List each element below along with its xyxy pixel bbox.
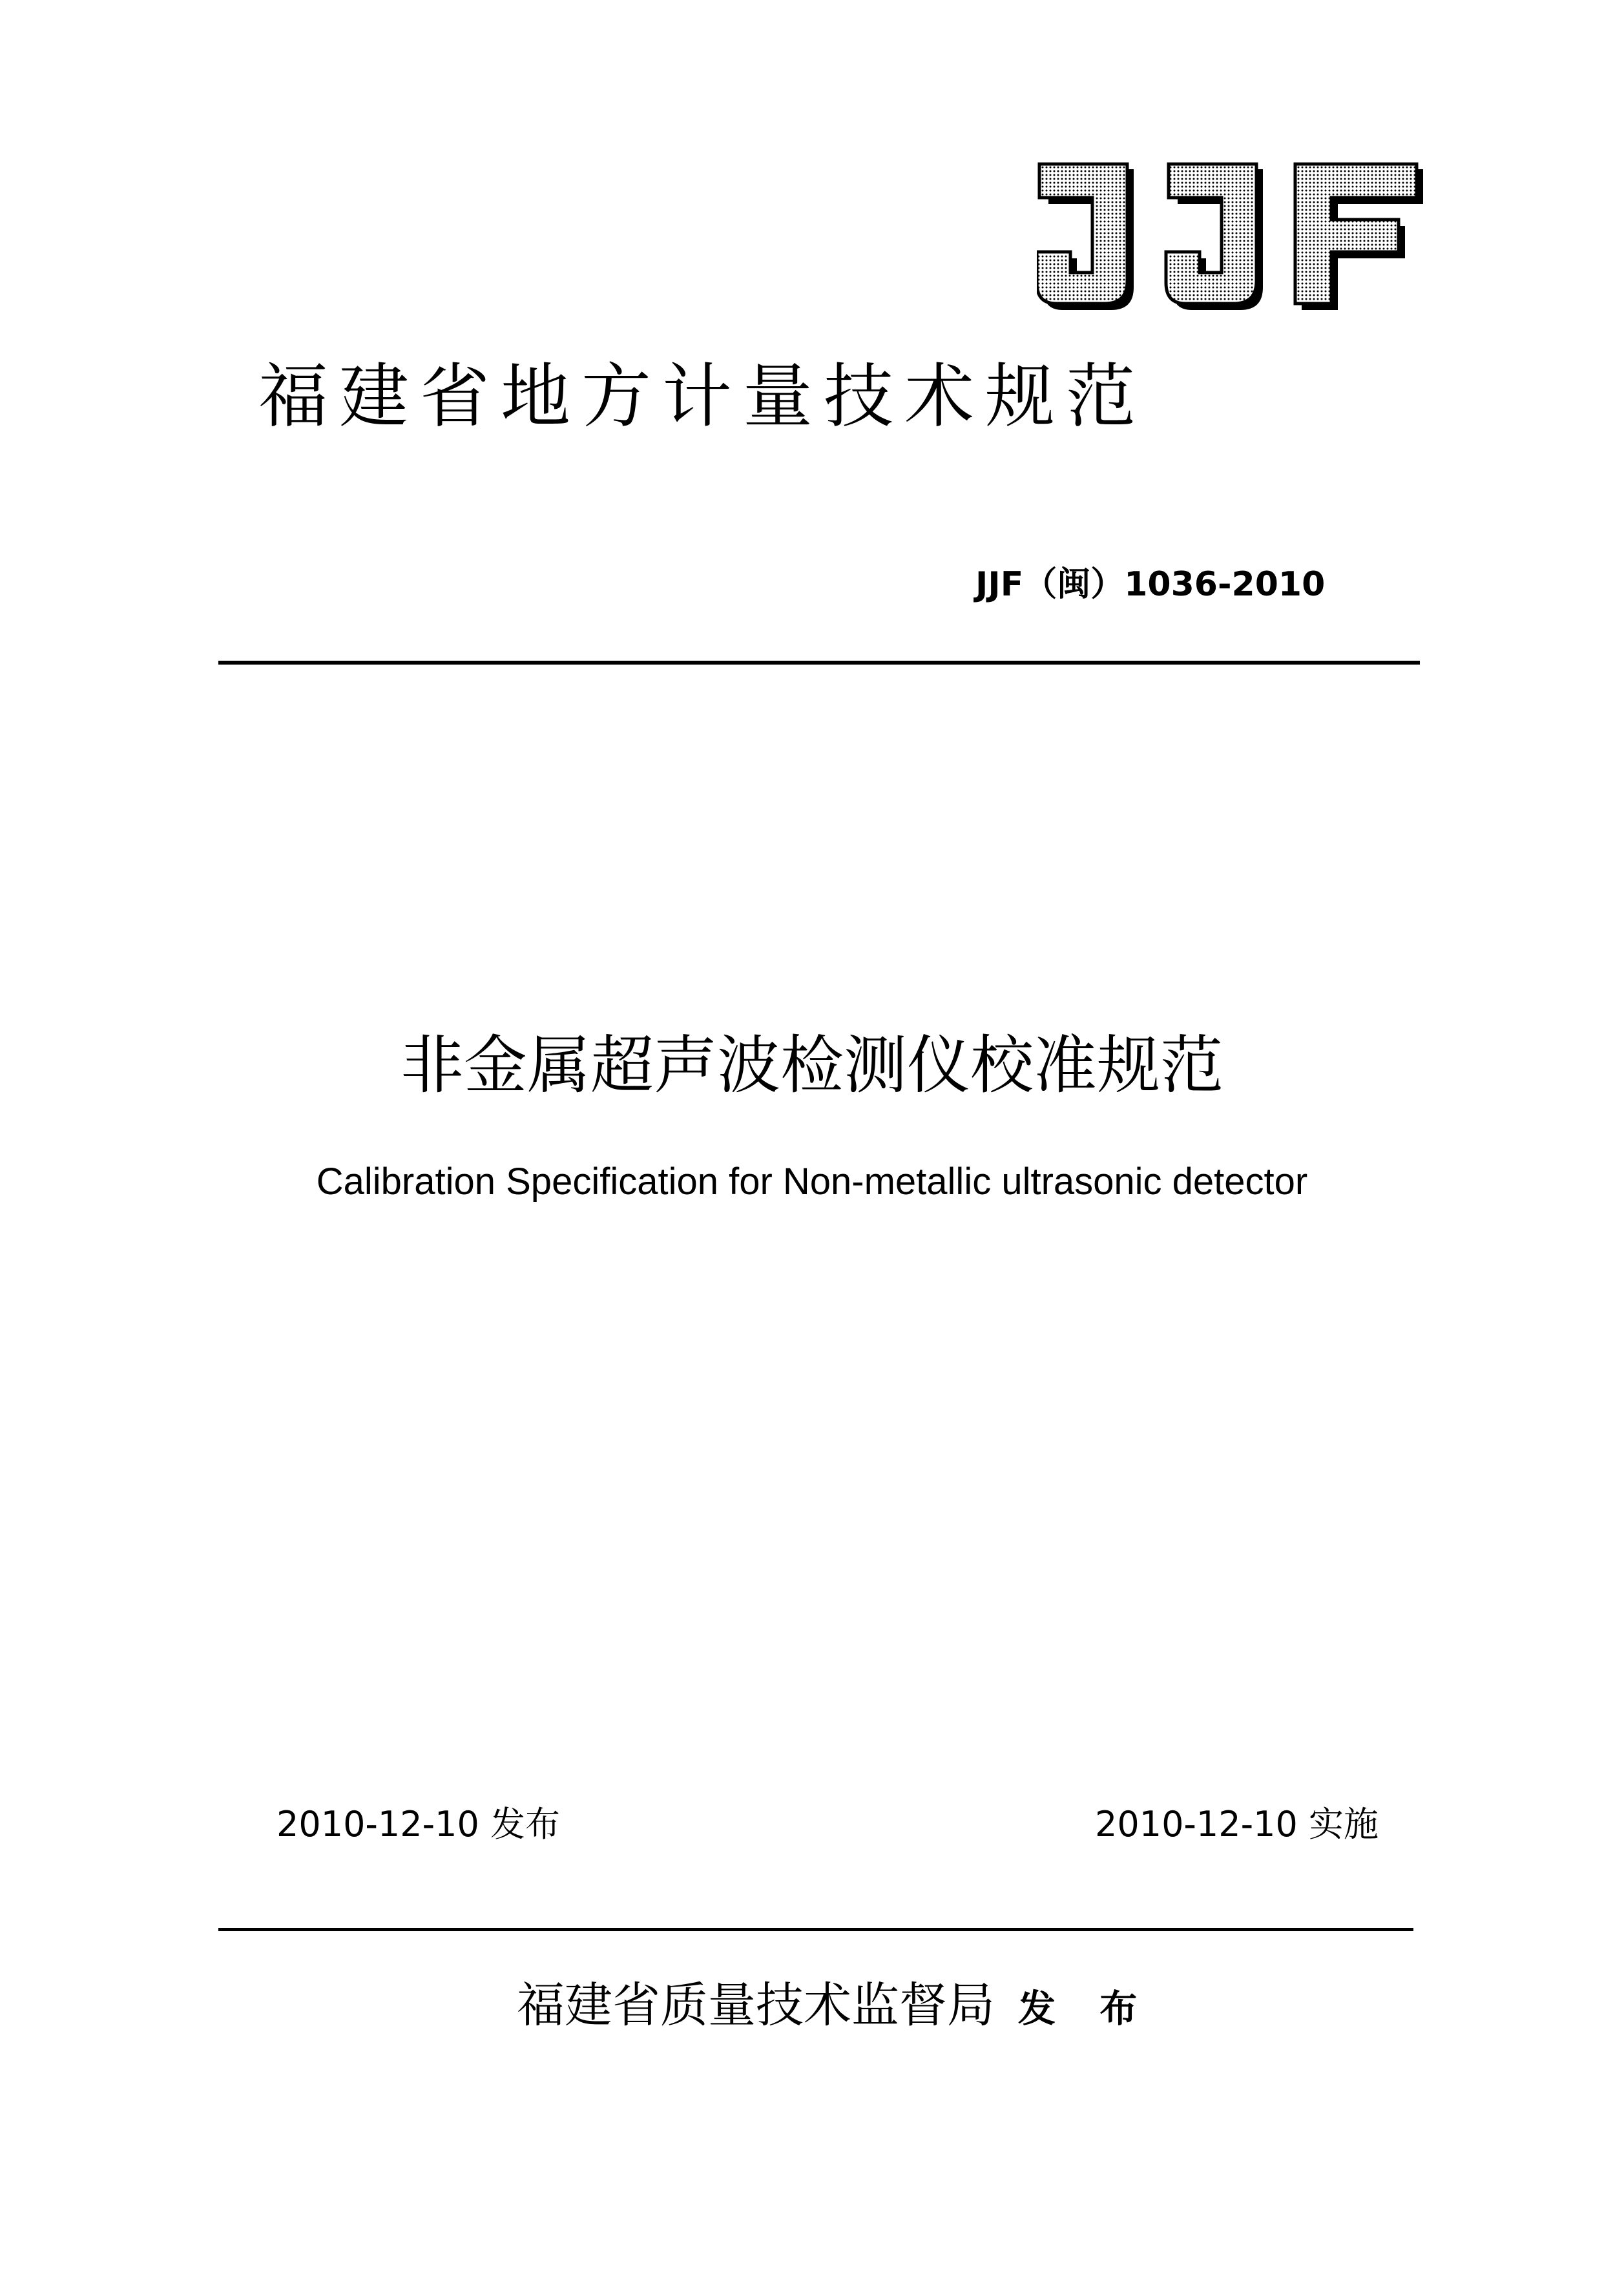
issue-date: 2010-12-10 发布 [276, 1804, 560, 1845]
publisher-action: 发 布 [1018, 1987, 1153, 2031]
effective-date: 2010-12-10 实施 [1095, 1804, 1379, 1845]
logo-letter-f [1295, 164, 1423, 310]
logo-letter-j2 [1166, 164, 1263, 310]
org-title-char: 福 [258, 357, 343, 437]
org-title-char: 方 [581, 357, 666, 437]
top-divider [218, 661, 1420, 665]
org-title [258, 349, 1421, 446]
org-title-char: 省 [420, 357, 505, 437]
org-title-char: 规 [985, 357, 1070, 437]
org-title-char: 范 [1066, 357, 1150, 437]
jjf-logo [1037, 161, 1424, 320]
org-title-char: 建 [339, 357, 424, 437]
publisher-line [517, 1970, 1152, 2054]
org-title-char: 地 [501, 357, 585, 437]
publisher-name: 福建省质量技术监督局 [517, 1978, 995, 2033]
org-title-char: 术 [904, 357, 989, 437]
document-number: JJF（闽）1036-2010 [975, 565, 1326, 604]
org-title-char: 计 [662, 357, 747, 437]
org-title-char: 量 [743, 357, 828, 437]
english-title: Calibration Specification for Non-metallic ultrasonic detector [316, 1161, 1308, 1203]
org-title-char: 技 [824, 357, 908, 437]
logo-letter-j1 [1037, 164, 1134, 310]
main-title: 非金属超声波检测仪校准规范 [400, 1029, 1223, 1102]
bottom-divider [218, 1928, 1413, 1931]
